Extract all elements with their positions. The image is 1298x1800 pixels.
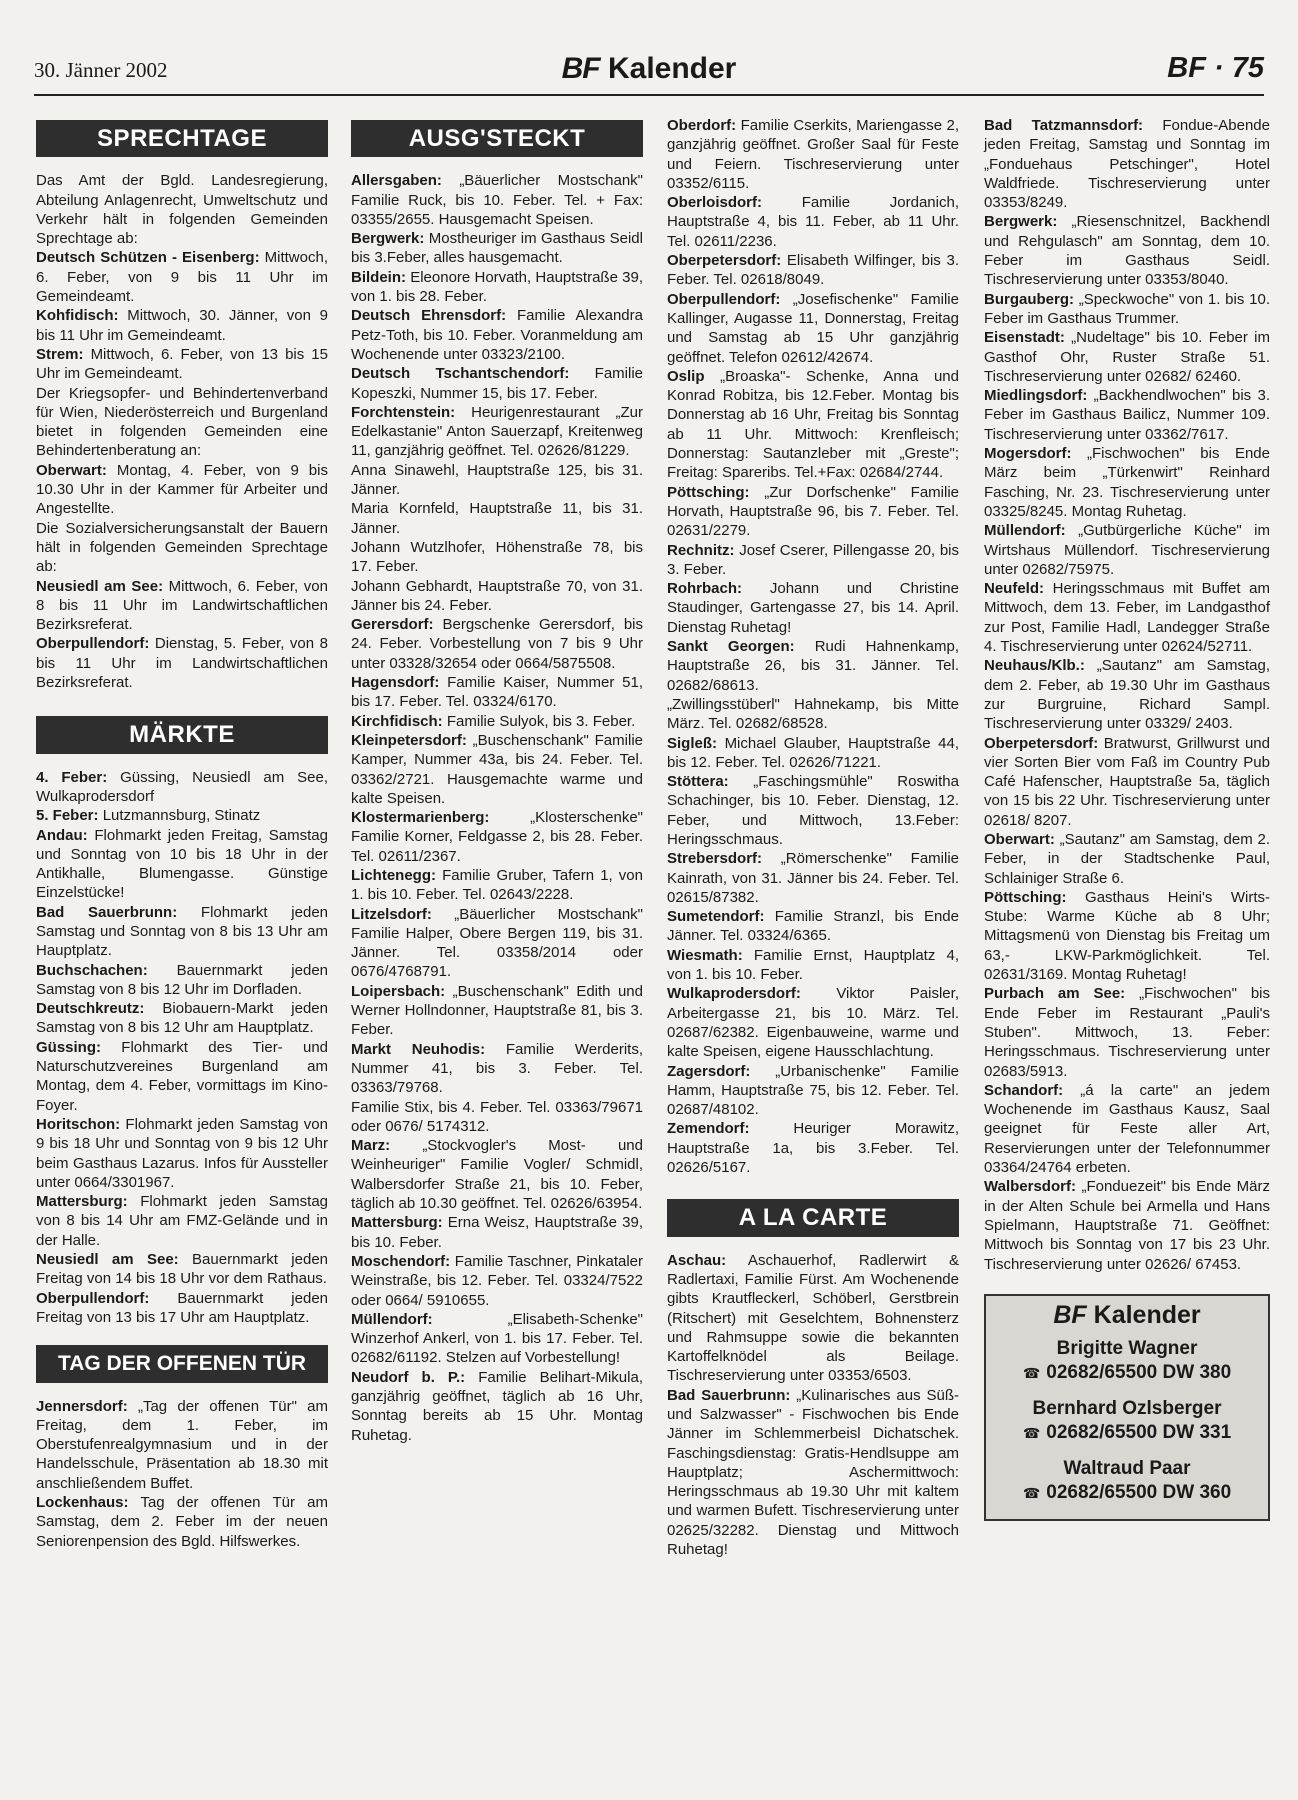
entry-place: Deutsch Ehrensdorf: xyxy=(351,307,507,325)
entry-place: Schandorf: xyxy=(984,1081,1064,1099)
entry xyxy=(667,695,959,734)
entry-text: „Josefischenke" Familie Kallinger, Augasse 11, Donnerstag, Freitag und Samstag ab 15 Uhr ganzjährig geöffnet. Telefon 02612/42674. xyxy=(667,290,959,366)
entry xyxy=(984,444,1270,521)
entry-place: Neuhaus/Klb.: xyxy=(984,657,1085,675)
entry-place: Rechnitz: xyxy=(667,541,735,559)
entry-place: Purbach am See: xyxy=(984,985,1126,1003)
entry-text: „Buschenschank" Familie Kamper, Nummer 43a, bis 24. Feber. Tel. 03362/2721. Hausgemachte warme und kalte Speisen. xyxy=(351,731,643,807)
entry-text: „Bäuerlicher Mostschank" Familie Halper, Obere Bergen 119, bis 31. Jänner. Tel. 03358/2014 oder 0676/4768791. xyxy=(351,905,643,981)
entry-place: Bildein: xyxy=(351,268,406,286)
entry-text: „Kulinarisches aus Süß- und Salzwasser" - Fischwochen bis Ende Jänner im Schlemmerbeisl Dichatschek. Faschingsdienstag: Gratis-Hendlsuppe am Hauptplatz; Aschermittwoch: Heringsschmaus ab 19.30 Uhr mit kaltem und warmen Bufett. Tischreservierung unter 02625/32282. Dienstag und Mittwoch Ruhetag! xyxy=(667,1386,959,1559)
entry-text: Erna Weisz, Hauptstraße 39, bis 10. Feber. xyxy=(351,1214,643,1251)
entry xyxy=(667,483,959,541)
entry-place: Sigleß: xyxy=(667,734,718,752)
entry-text: Josef Cserer, Pillengasse 20, bis 3. Feber. xyxy=(667,541,959,578)
entry-text: Flohmarkt jeden Samstag von 8 bis 14 Uhr am FMZ-Gelände und in der Halle. xyxy=(36,1193,328,1249)
entry xyxy=(36,1493,328,1551)
entry-place: Allersgaben: xyxy=(351,172,442,190)
entry-text: „Gutbürgerliche Küche" im Wirtshaus Müllendorf. Tischreservierung unter 02682/75975. xyxy=(984,522,1270,578)
maerkte-list xyxy=(36,768,328,1328)
entry xyxy=(351,808,643,866)
entry-text: Güssing, Neusiedl am See, Wulkaprodersdorf xyxy=(36,768,328,805)
entry xyxy=(36,248,328,306)
phone-icon: ☎ xyxy=(1022,1485,1041,1502)
entry-text: Familie Taschner, Pinkataler Weinstraße, bis 12. Feber. Tel. 03324/7522 oder 0664/ 5910655. xyxy=(351,1252,643,1309)
column-3 xyxy=(667,116,959,1559)
entry-place: Oberpullendorf: xyxy=(36,1289,150,1307)
entry-place: Mogersdorf: xyxy=(984,445,1072,463)
entry-place: Müllendorf: xyxy=(984,522,1066,540)
entry-text: Biobauern-Markt jeden Samstag von 8 bis 12 Uhr am Hauptplatz. xyxy=(36,1000,328,1037)
entry xyxy=(36,171,328,248)
entry xyxy=(36,1115,328,1192)
phone-icon: ☎ xyxy=(1022,1425,1041,1442)
entry-text: „Elisabeth-Schenke" Winzerhof Ankerl, von 1. bis 17. Feber. Tel. 02682/61192. Stelzen auf Vorbestellung! xyxy=(351,1310,643,1367)
entry-text: Familie Gruber, Tafern 1, von 1. bis 10. Feber. Tel. 02643/2228. xyxy=(351,866,643,904)
entry xyxy=(36,806,328,825)
entry-text: „Fischwochen" bis Ende Feber im Restaurant „Pauli's Stuben". Mittwoch, 13. Feber: Heringsschmaus. Tischreservierung unter 02683/5913. xyxy=(984,985,1270,1080)
entry-text: „á la carte" an jedem Wochenende im Gasthaus Kausz, Saal geeignet für Feste aller Art, Reservierungen unter der Telefonnummer 03364/24764 erbeten. xyxy=(984,1081,1270,1177)
entry-text: Das Amt der Bgld. Landesregierung, Abteilung Anlagenrecht, Umweltschutz und Verkehr hält in folgenden Gemeinden Sprechtage ab: xyxy=(36,172,328,248)
entry xyxy=(984,290,1270,329)
entry-place: Bad Tatzmannsdorf: xyxy=(984,117,1144,134)
entry-text: Mittwoch, 30. Jänner, von 9 bis 11 Uhr im Gemeindeamt. xyxy=(36,307,328,344)
entry-text: Familie Alexandra Petz-Toth, bis 10. Feber. Voranmeldung am Wochenende unter 03323/2100. xyxy=(351,307,643,363)
entry-text: Maria Kornfeld, Hauptstraße 11, bis 31. Jänner. xyxy=(351,500,643,537)
entry xyxy=(351,615,643,673)
entry xyxy=(36,1397,328,1493)
page-logo: BF xyxy=(1167,52,1206,84)
entry-text: Montag, 4. Feber, von 9 bis 10.30 Uhr in der Kammer für Arbeiter und Angestellte. xyxy=(36,461,328,518)
entry-text: „Broaska"- Schenke, Anna und Konrad Robitza, bis 12.Feber. Montag bis Donnerstag ab 16 Uhr, Freitag bis Sonntag ab 11 Uhr. Mittwoch: Krenfleisch; Donnerstag: Sautanzleber mit „Greste"; Freitag: Spareribs. Tel.+Fax: 02684/2744. xyxy=(667,367,959,482)
entry xyxy=(351,731,643,808)
entry-text: Bauernmarkt jeden Samstag von 8 bis 12 Uhr im Dorfladen. xyxy=(36,961,328,998)
entry-text: „Bäuerlicher Mostschank" Familie Ruck, bis 10. Feber. Tel. + Fax: 03355/2655. Hausgemacht Speisen. xyxy=(351,172,643,228)
entry-text: Rudi Hahnenkamp, Hauptstraße 26, bis 31. Jänner. Tel. 02682/68613. xyxy=(667,638,960,694)
entry-text: Familie Belihart-Mikula, ganzjährig geöffnet, täglich ab 16 Uhr, Sonntag bereits ab 15 Uhr. Montag Ruhetag. xyxy=(351,1368,643,1444)
entry-text: Flohmarkt jeden Samstag und Sonntag von 8 bis 13 Uhr am Hauptplatz. xyxy=(36,903,328,960)
entry-text: Johann Gebhardt, Hauptstraße 70, von 31. Jänner bis 24. Feber. xyxy=(351,577,643,614)
a-la-carte-list xyxy=(667,1251,959,1560)
phone-icon: ☎ xyxy=(1022,1365,1041,1382)
entry-text: „Stockvogler's Most- und Weinheuriger" Familie Vogler/ Schmidl, Walbersdorfer Straße 21, bis 10. Feber, täglich ab 10.30 geöffnet. Tel. 02626/63954. xyxy=(351,1137,643,1213)
entry xyxy=(667,116,959,193)
entry xyxy=(36,768,328,807)
entry xyxy=(667,984,959,1061)
entry xyxy=(667,541,959,580)
entry-text: „Nudeltage" bis 10. Feber im Gasthof Ohr, Ruster Straße 51. Tischreservierung unter 02682/ 62460. xyxy=(984,329,1270,385)
entry-text: Heuriger Morawitz, Hauptstraße 1a, bis 3.Feber. Tel. 02626/5167. xyxy=(667,1120,959,1177)
entry-place: Deutschkreutz: xyxy=(36,1000,145,1018)
entry xyxy=(667,734,959,773)
phone-number: 02682/65500 DW 360 xyxy=(1046,1482,1232,1504)
entry-text: Familie Kaiser, Nummer 51, bis 17. Feber. Tel. 03324/6170. xyxy=(351,674,643,711)
section-title xyxy=(34,52,1264,86)
entry xyxy=(351,403,643,461)
entry-place: Neudorf b. P.: xyxy=(351,1368,466,1386)
entry-place: Hagensdorf: xyxy=(351,674,440,692)
entry-text: Johann und Christine Staudinger, Gartengasse 27, bis 14. April. Dienstag Ruhetag! xyxy=(667,580,959,636)
entry-text: „Klosterschenke" Familie Korner, Feldgasse 2, bis 28. Feber. Tel. 02611/2367. xyxy=(351,809,643,865)
entry xyxy=(36,384,328,461)
entry xyxy=(351,1040,643,1098)
entry-text: Bratwurst, Grillwurst und vier Sorten Bier vom Faß im Country Pub Café Hafenscher, Hauptstraße 5a, täglich von 15 bis 22 Uhr. Tischreservierung unter 02618/ 8207. xyxy=(984,734,1270,829)
entry xyxy=(36,1192,328,1250)
entry-text: Flohmarkt jeden Samstag von 9 bis 18 Uhr und Sonntag von 9 bis 12 Uhr beim Gasthaus Lazarus. Infos für Aussteller unter 0664/3301967. xyxy=(36,1115,328,1191)
entry-text: „Fischwochen" bis Ende März beim „Türkenwirt" Reinhard Fasching, Nr. 23. Tischreservierung unter 03325/8245. Montag Ruhetag. xyxy=(984,445,1270,520)
entry-place: Aschau: xyxy=(667,1251,727,1269)
entry-text: „Tag der offenen Tür" am Freitag, dem 1. Feber, im Oberstufenrealgymnasium und in der Handelsschule, Präsentation ab 18.30 mit anschließendem Buffet. xyxy=(36,1397,328,1492)
entry-place: Oberwart: xyxy=(36,461,107,479)
entry-text: „Speckwoche" von 1. bis 10. Feber im Gasthaus Trummer. xyxy=(984,290,1270,327)
entry xyxy=(667,849,959,907)
entry-place: Pöttsching: xyxy=(984,888,1067,906)
entry-place: Oberpullendorf: xyxy=(36,635,150,653)
contact-person xyxy=(992,1397,1262,1445)
entry-text: Familie Sulyok, bis 3. Feber. xyxy=(442,712,636,730)
entry-place: Sumetendorf: xyxy=(667,908,765,926)
bf-logo: BF xyxy=(561,52,600,85)
entry-text: Flohmarkt des Tier- und Naturschutzvereines Burgenland am Montag, dem 4. Feber, vormittags im Kino-Foyer. xyxy=(36,1038,328,1114)
entry-text: Fondue-Abende jeden Freitag, Samstag und Sonntag im „Fonduehaus Petschinger", Hotel Waldfriede. Tischreservierung unter 03353/8249. xyxy=(984,117,1270,212)
contact-phone xyxy=(992,1481,1262,1505)
entry-place: Wulkaprodersdorf: xyxy=(667,985,801,1003)
entry-text: „Römerschenke" Familie Kainrath, von 31. Jänner bis 24. Feber. Tel. 02615/87382. xyxy=(667,850,959,906)
entry-text: „Riesenschnitzel, Backhendl und Rehgulasch" am Sonntag, dem 10. Feber im Gasthaus Seidl. Tischreservierung unter 03353/8040. xyxy=(984,213,1270,289)
offene-tuer-list xyxy=(36,1397,328,1551)
entry xyxy=(351,577,643,616)
contact-box-title xyxy=(992,1300,1262,1329)
entry-place: Müllendorf: xyxy=(351,1310,433,1328)
entry-text: Eleonore Horvath, Hauptstraße 39, von 1. bis 28. Feber. xyxy=(351,268,643,306)
entry-place: Andau: xyxy=(36,826,88,844)
entry-place: Oberwart: xyxy=(984,830,1055,848)
entry-text: Mittwoch, 6. Feber, von 9 bis 11 Uhr im Gemeindeamt. xyxy=(36,249,328,306)
entry-place: Wiesmath: xyxy=(667,946,743,964)
page-header xyxy=(34,50,1264,96)
entry xyxy=(351,306,643,364)
entry xyxy=(36,519,328,577)
entry-text: Flohmarkt jeden Freitag, Samstag und Sonntag von 10 bis 18 Uhr in der Antikhalle, Blumengasse. Günstige Einzelstücke! xyxy=(36,826,328,902)
column-2 xyxy=(351,110,643,1445)
entry-place: Deutsch Tschantschendorf: xyxy=(351,365,570,383)
entry xyxy=(351,1252,643,1310)
entry xyxy=(351,499,643,538)
entry xyxy=(36,1289,328,1328)
entry xyxy=(36,345,328,384)
entry-place: Mattersburg: xyxy=(351,1214,443,1232)
entry-text: Familie Kopeszki, Nummer 15, bis 17. Feber. xyxy=(351,365,643,402)
column-4 xyxy=(984,116,1270,1521)
entry-text: Bauernmarkt jeden Freitag von 14 bis 18 Uhr vor dem Rathaus. xyxy=(36,1251,328,1288)
entry-text: „Zur Dorfschenke" Familie Horvath, Hauptstraße 96, bis 7. Feber. Tel. 02631/2279. xyxy=(667,483,959,540)
entry xyxy=(984,1081,1270,1177)
entry-place: Bad Sauerbrunn: xyxy=(36,903,178,921)
entry-text: „Urbanischenke" Familie Hamm, Hauptstraße 75, bis 12. Feber. Tel. 02687/48102. xyxy=(667,1062,959,1119)
entry-place: Horitschon: xyxy=(36,1115,121,1133)
entry xyxy=(667,579,959,637)
entry xyxy=(36,999,328,1038)
contact-box-name: Kalender xyxy=(1093,1300,1201,1329)
entry-text: Mittwoch, 6. Feber, von 8 bis 11 Uhr im Landwirtschaftlichen Bezirksreferat. xyxy=(36,577,328,634)
entry xyxy=(984,888,1270,984)
entry-place: Buchschachen: xyxy=(36,961,148,979)
entry xyxy=(667,290,959,367)
phone-number: 02682/65500 DW 331 xyxy=(1046,1422,1232,1444)
entry-text: Bauernmarkt jeden Freitag von 13 bis 17 Uhr am Hauptplatz. xyxy=(36,1289,328,1326)
ausgsteckt-list xyxy=(351,171,643,1445)
contact-phone xyxy=(992,1421,1262,1445)
ausgsteckt-list-continued xyxy=(667,116,959,1177)
entry xyxy=(667,1062,959,1120)
entry-place: Miedlingsdorf: xyxy=(984,387,1088,405)
contact-person xyxy=(992,1337,1262,1385)
section-name: Kalender xyxy=(607,52,737,85)
entry xyxy=(351,364,643,403)
entry xyxy=(351,229,643,268)
entry-place: Oslip xyxy=(667,367,705,385)
entry xyxy=(667,251,959,290)
entry-place: Marz: xyxy=(351,1137,391,1155)
entry xyxy=(351,982,643,1040)
entry xyxy=(984,830,1270,888)
entry xyxy=(351,1098,643,1137)
contact-name: Brigitte Wagner xyxy=(1056,1338,1198,1360)
page-separator: · xyxy=(1214,52,1224,84)
entry-text: Dienstag, 5. Feber, von 8 bis 11 Uhr im Landwirtschaftlichen Bezirksreferat. xyxy=(36,635,328,692)
entry-text: „Zwillingsstüberl" Hahnekamp, bis Mitte März. Tel. 02682/68528. xyxy=(667,695,959,733)
entry xyxy=(667,1251,959,1386)
entry-text: Familie Jordanich, Hauptstraße 4, bis 11. Feber, ab 11 Uhr. Tel. 02611/2236. xyxy=(667,194,959,250)
entry xyxy=(984,386,1270,444)
page-number-value: 75 xyxy=(1231,52,1264,84)
entry xyxy=(351,673,643,712)
entry xyxy=(351,1136,643,1213)
entry-text: Michael Glauber, Hauptstraße 44, bis 12. Feber. Tel. 02626/71221. xyxy=(667,734,959,771)
maerkte-heading: MÄRKTE xyxy=(36,716,328,753)
entry xyxy=(984,521,1270,579)
sprechtage-list xyxy=(36,171,328,692)
entry xyxy=(351,1368,643,1445)
ausgsteckt-heading: AUSG'STECKT xyxy=(351,120,643,157)
entry xyxy=(36,826,328,903)
entry xyxy=(351,268,643,307)
entry-text: „Backhendlwochen" bis 3. Feber im Gasthaus Bailicz, Nummer 109. Tischreservierung unter 03362/7617. xyxy=(984,387,1270,443)
entry-text: Johann Wutzlhofer, Höhenstraße 78, bis 17. Feber. xyxy=(351,538,643,576)
contact-box-logo: BF xyxy=(1053,1300,1087,1329)
contact-name: Bernhard Ozlsberger xyxy=(1032,1398,1222,1420)
entry xyxy=(984,984,1270,1080)
offene-tuer-heading: TAG DER OFFENEN TÜR xyxy=(36,1345,328,1382)
entry-text: Familie Cserkits, Mariengasse 2, ganzjährig geöffnet. Großer Saal für Feste und Feiern. Tischreservierung unter 03352/6115. xyxy=(667,117,959,192)
entry-text: Lutzmannsburg, Stinatz xyxy=(98,807,261,825)
entry-text: Anna Sinawehl, Hauptstraße 125, bis 31. Jänner. xyxy=(351,461,643,499)
phone-number: 02682/65500 DW 380 xyxy=(1046,1362,1232,1384)
entry-place: Jennersdorf: xyxy=(36,1397,128,1415)
entry xyxy=(667,637,959,695)
entry-place: Klostermarienberg: xyxy=(351,809,490,827)
a-la-carte-list-continued xyxy=(984,116,1270,1274)
entry xyxy=(667,367,959,483)
entry-place: Oberloisdorf: xyxy=(667,194,763,212)
entry-text: „Buschenschank" Edith und Werner Hollndonner, Hauptstraße 81, bis 3. Feber. xyxy=(351,982,643,1039)
contact-phone xyxy=(992,1361,1262,1385)
entry-text: Der Kriegsopfer- und Behindertenverband für Wien, Niederösterreich und Burgenland bietet in folgenden Gemeinden eine Behindertenberatung an: xyxy=(36,384,328,460)
entry xyxy=(667,193,959,251)
entry-text: Mittwoch, 6. Feber, von 13 bis 15 Uhr im Gemeindeamt. xyxy=(36,345,328,383)
entry-text: Familie Werderits, Nummer 41, bis 3. Feber. Tel. 03363/79768. xyxy=(351,1040,643,1097)
entry-place: Bergwerk: xyxy=(984,213,1058,231)
sprechtage-heading: SPRECHTAGE xyxy=(36,120,328,157)
entry xyxy=(351,1310,643,1368)
entry-place: Litzelsdorf: xyxy=(351,905,432,923)
entry-place: Sankt Georgen: xyxy=(667,638,795,656)
entry-place: Kleinpetersdorf: xyxy=(351,731,467,749)
entry-place: Rohrbach: xyxy=(667,580,742,598)
contact-box xyxy=(984,1294,1270,1521)
entry-text: Elisabeth Wilfinger, bis 3. Feber. Tel. 02618/8049. xyxy=(667,252,959,289)
entry xyxy=(36,1038,328,1115)
entry-place: Gerersdorf: xyxy=(351,616,434,634)
entry-place: 5. Feber: xyxy=(36,807,99,825)
entry-place: Lichtenegg: xyxy=(351,866,436,884)
entry-text: Die Sozialversicherungsanstalt der Bauern hält in folgenden Gemeinden Sprechtage ab: xyxy=(36,519,328,576)
entry-place: Oberpetersdorf: xyxy=(984,734,1099,752)
entry-text: „Faschingsmühle" Roswitha Schachinger, bis 10. Feber. Dienstag, 12. Feber, und Mittwoch, 13.Feber: Heringsschmaus. xyxy=(667,773,959,848)
entry-place: Mattersburg: xyxy=(36,1193,128,1211)
entry xyxy=(36,461,328,519)
entry-place: Pöttsching: xyxy=(667,483,750,501)
entry-place: Lockenhaus: xyxy=(36,1494,129,1511)
entry xyxy=(351,1213,643,1252)
entry-place: Moschendorf: xyxy=(351,1252,451,1270)
entry xyxy=(351,171,643,229)
entry-place: Walbersdorf: xyxy=(984,1178,1076,1196)
entry-place: Loipersbach: xyxy=(351,982,446,1000)
entry-text: „Fonduezeit" bis Ende März in der Alten Schule bei Armella und Hans Spielmann, Hauptstraße 71. Geöffnet: Mittwoch bis Sonntag von 17 bis 23 Uhr. Tischreservierung unter 02626/ 67453. xyxy=(984,1178,1270,1273)
entry-text: Heurigenrestaurant „Zur Edelkastanie" Anton Sauerzapf, Kreitenweg 11, ganzjährig geöffnet. Tel. 02626/81229. xyxy=(351,403,643,460)
entry xyxy=(351,712,643,731)
entry xyxy=(984,734,1270,830)
entry-text: Gasthaus Heini's Wirts-Stube: Warme Küche ab 8 Uhr; Mittagsmenü von Dienstag bis Freitag um 63,- LKW-Parkmöglichkeit. Tel. 02631/3169. Montag Ruhetag! xyxy=(984,888,1270,984)
entry xyxy=(36,634,328,692)
entry-text: Familie Ernst, Hauptplatz 4, von 1. bis 10. Feber. xyxy=(667,946,959,984)
entry-place: Bad Sauerbrunn: xyxy=(667,1386,791,1404)
entry xyxy=(36,1250,328,1289)
entry-place: Oberpetersdorf: xyxy=(667,252,782,270)
entry-place: Oberdorf: xyxy=(667,117,737,134)
entry-place: Zagersdorf: xyxy=(667,1062,751,1080)
entry xyxy=(984,656,1270,733)
entry xyxy=(36,577,328,635)
entry-text: Aschauerhof, Radlerwirt & Radlertaxi, Familie Fürst. Am Wochenende gibts Krautfleckerl, Schöberl, Gerstbrein (Ritschert) mit Geselchtem, Bohnensterz und Rahmsuppe sowie die bekannten Kartoffelknödel als Beilage. Tischreservierung unter 03353/6503. xyxy=(667,1251,959,1385)
entry-place: Neusiedl am See: xyxy=(36,577,164,595)
entry-text: „Sautanz" am Samstag, dem 2. Feber, ab 19.30 Uhr im Gasthaus zur Burgruine, Richard Sampl. Tischreservierung unter 03329/ 2403. xyxy=(984,657,1270,733)
entry-place: Oberpullendorf: xyxy=(667,290,781,308)
entry xyxy=(351,538,643,577)
entry-text: Tag der offenen Tür am Samstag, dem 2. Feber im der neuen Seniorenpension des Bgld. Hilfswerkes. xyxy=(36,1494,328,1550)
entry-text: Mostheuriger im Gasthaus Seidl bis 3.Feber, alles hausgemacht. xyxy=(351,230,643,267)
entry-place: Kohfidisch: xyxy=(36,307,119,325)
entry-text: Heringsschmaus mit Buffet am Mittwoch, dem 13. Feber, im Landgasthof zur Post, Familie Hadl, Landegger Straße 4. Tischreservierung unter 02624/52711. xyxy=(984,580,1270,656)
entry xyxy=(351,461,643,500)
entry-place: 4. Feber: xyxy=(36,768,108,786)
entry xyxy=(667,1119,959,1177)
entry xyxy=(984,212,1270,289)
entry-place: Bergwerk: xyxy=(351,230,425,248)
entry-place: Deutsch Schützen - Eisenberg: xyxy=(36,249,260,267)
entry-place: Zemendorf: xyxy=(667,1120,750,1138)
entry xyxy=(984,579,1270,656)
entry-place: Eisenstadt: xyxy=(984,329,1065,347)
entry-place: Güssing: xyxy=(36,1038,102,1056)
entry xyxy=(984,116,1270,212)
entry-text: „Sautanz" am Samstag, dem 2. Feber, in der Stadtschenke Paul, Schlainiger Straße 6. xyxy=(984,830,1270,887)
entry xyxy=(667,1386,959,1560)
entry-place: Neufeld: xyxy=(984,580,1044,598)
entry-place: Strem: xyxy=(36,345,84,363)
entry xyxy=(36,306,328,345)
entry xyxy=(984,328,1270,386)
entry-place: Kirchfidisch: xyxy=(351,712,443,730)
entry-place: Neusiedl am See: xyxy=(36,1251,179,1269)
entry xyxy=(36,961,328,1000)
entry xyxy=(351,866,643,905)
entry-text: Viktor Paisler, Arbeitergasse 21, bis 10. März. Tel. 02687/62382. Eigenbauweine, warme und kalte Speisen, eigene Hausschlachtung. xyxy=(667,985,959,1061)
entry xyxy=(667,907,959,946)
entry-place: Stöttera: xyxy=(667,773,729,791)
contact-person xyxy=(992,1457,1262,1505)
entry xyxy=(984,1177,1270,1273)
page-number xyxy=(1167,52,1264,85)
a-la-carte-heading: A LA CARTE xyxy=(667,1199,959,1236)
entry xyxy=(351,905,643,982)
entry-text: Familie Stix, bis 4. Feber. Tel. 03363/79671 oder 0676/ 5174312. xyxy=(351,1098,643,1135)
entry-text: Familie Stranzl, bis Ende Jänner. Tel. 03324/6365. xyxy=(667,908,959,945)
issue-date: 30. Jänner 2002 xyxy=(34,58,168,82)
entry-place: Burgauberg: xyxy=(984,290,1074,308)
entry xyxy=(667,946,959,985)
entry-place: Markt Neuhodis: xyxy=(351,1040,486,1058)
column-1 xyxy=(36,110,328,1551)
entry xyxy=(667,772,959,849)
contact-name: Waltraud Paar xyxy=(1063,1458,1191,1480)
entry-place: Strebersdorf: xyxy=(667,850,763,868)
entry-place: Forchtenstein: xyxy=(351,403,456,421)
entry-text: Bergschenke Gerersdorf, bis 24. Feber. Vorbestellung von 7 bis 9 Uhr unter 03328/32654 oder 0664/5875508. xyxy=(351,616,643,672)
entry xyxy=(36,903,328,961)
